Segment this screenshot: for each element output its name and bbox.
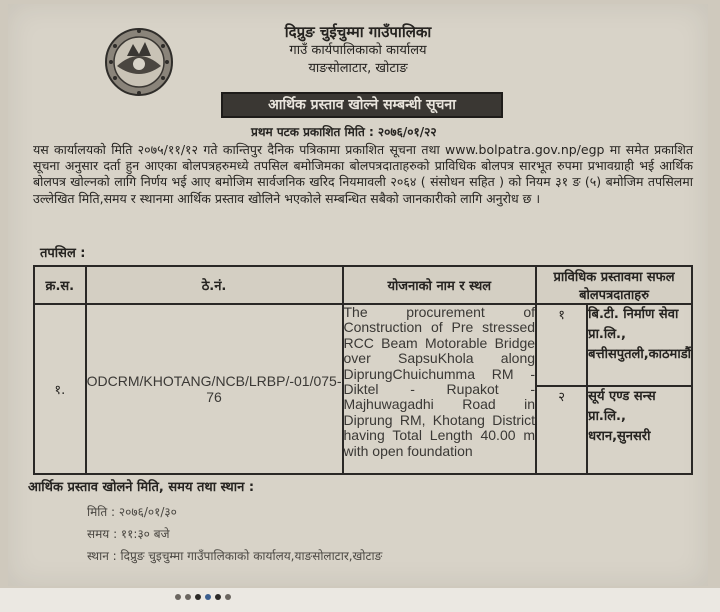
- first-published-date: प्रथम पटक प्रकाशित मिति : २०७६/०१/२२: [251, 125, 437, 139]
- notice-title: आर्थिक प्रस्ताव खोल्ने सम्बन्धी सूचना: [221, 92, 503, 118]
- row-sn: १.: [34, 304, 86, 474]
- row-ref: ODCRM/KHOTANG/NCB/LRBP/-01/075-76: [86, 304, 343, 474]
- opening-title: आर्थिक प्रस्ताव खोलने मिति, समय तथा स्थान :: [28, 480, 255, 495]
- office-header: [208, 22, 508, 78]
- table-row: [34, 304, 692, 386]
- header-project: योजनाको नाम र स्थल: [343, 266, 537, 304]
- decorative-dots-icon: [175, 594, 231, 600]
- schedule-label: तपसिल :: [40, 246, 86, 261]
- row-project: The procurement of Construction of Pre stressed RCC Beam Motorable Bridge over SapsuKhola along DiprungChuichumma RM - Diktel - Rupakot - Majhuwagadhi Road in Diprung RM, Khotang District having Total Length 40.00 m with open foundation: [343, 304, 537, 474]
- nepal-emblem-icon: [103, 26, 175, 98]
- bid-table: [33, 265, 693, 475]
- office-location: याङसोलाटार, खोटाङ: [308, 61, 408, 76]
- opening-time: समय : ११:३० बजे: [87, 527, 170, 541]
- bidder-name: बि.टी. निर्माण सेवा प्रा.लि., बत्तीसपुतली,काठमाडौं: [587, 304, 692, 386]
- notice-body: यस कार्यालयको मिति २०७५/११/१२ गते कान्तिपुर दैनिक पत्रिकामा प्रकाशित सूचना तथा www.bolpatra.gov.np/egp मा समेत प्रकाशित सूचना अनुसार दर्ता हुन आएका बोलपत्रहरुमध्ये तपसिल बमोजिमका बोलपत्रदाताहरुको प्राविधिक बोलपत्र सारभूत रुपमा प्रभावग्राही भई आर्थिक बोलपत्र खोल्नको लागि निर्णय भई आए बमोजिम सार्वजनिक खरिद नियमावली २०६४ ( संसोधन सहित ) को नियम ३१ ङ (५) बमोजिम तपसिलमा उल्लेखित मिति,समय र स्थानमा आर्थिक प्रस्ताव खोलिने भएकोले सम्बन्धित सबैको जानकारीको लागि अनुरोध छ ।: [33, 142, 693, 206]
- opening-place: स्थान : दिप्रुङ चुइचुम्मा गाउँपालिकाको कार्यालय,याङसोलाटार,खोटाङ: [87, 549, 383, 563]
- header-bidders: प्राविधिक प्रस्तावमा सफल बोलपत्रदाताहरु: [536, 266, 692, 304]
- opening-date: मिति : २०७६/०१/३०: [87, 505, 177, 519]
- office-sub: गाउँ कार्यपालिकाको कार्यालय: [289, 43, 427, 58]
- bidder-name: सूर्य एण्ड सन्स प्रा.लि., धरान,सुनसरी: [587, 386, 692, 474]
- header-ref: ठे.नं.: [86, 266, 343, 304]
- table-header-row: [34, 266, 692, 304]
- header-sn: क्र.स.: [34, 266, 86, 304]
- page-bottom-strip: [0, 588, 720, 612]
- bidder-num: २: [536, 386, 587, 474]
- bidder-num: १: [536, 304, 587, 386]
- office-name: दिप्रुङ चुईचुम्मा गाउँपालिका: [284, 23, 432, 41]
